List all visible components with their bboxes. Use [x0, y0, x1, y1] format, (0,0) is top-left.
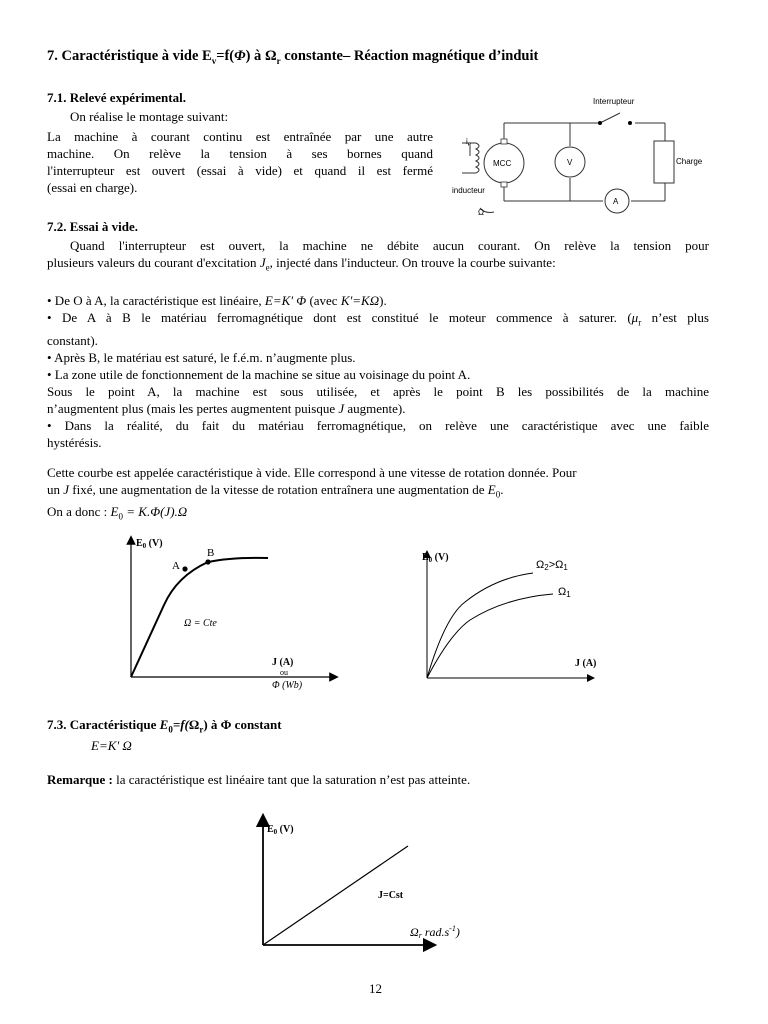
graph1-xlabel: J (A)	[272, 657, 294, 668]
graph1-omega-cte: Ω = Cte	[184, 618, 217, 629]
graph1-point-a: A	[172, 560, 180, 572]
graph3-xlabel: Ωr $rad.s^{-1}$)	[410, 924, 460, 940]
graph1-ylabel: $E_0$ (V)	[136, 538, 163, 550]
paragraph-conclusion: Cette courbe est appelée caractéristique à vide. Elle correspond à une vitesse de rotation donnée. Pour un J fixé, une augmentation de la vitesse de rotation entraînera une augmentation de $E_0$.	[47, 465, 577, 500]
graph1-xlabel-ou: ou	[280, 668, 288, 677]
graph-e0-vs-omega	[240, 812, 520, 957]
label-omega: Ω	[478, 208, 484, 217]
page-number: 12	[369, 981, 382, 996]
label-v: V	[567, 158, 573, 167]
graph-e0-vs-j	[112, 532, 352, 697]
label-a: A	[613, 197, 619, 206]
intro-text: On réalise le montage suivant:	[70, 109, 229, 124]
graph1-point-b: B	[207, 547, 215, 559]
equation-e0: On a donc : $E_0 = K.\Phi(J).\Omega$	[47, 504, 188, 522]
section-title: 7. Caractéristique à vide $E_v=f(\Phi)$ à $\Omega_r$ constante– Réaction magnétique d’induit	[47, 48, 539, 66]
paragraph-7-2: Quand l'interrupteur est ouvert, la machine ne débite aucun courant. On relève la tension pour plusieurs valeurs du courant d'excitation $J_e$, injecté dans l'inducteur. On trouve la courbe suivante:	[47, 238, 709, 273]
equation-e-k-omega: E=K' Ω	[91, 738, 132, 753]
graph2-ylabel: $E_0$ (V)	[422, 552, 449, 564]
label-mcc: MCC	[493, 159, 512, 168]
graph-e0-vs-j-two-speeds	[405, 542, 605, 692]
label-ie: $i_e$	[466, 137, 472, 148]
subsection-heading-7-3: 7.3. Caractéristique $E_0=f(\Omega_r)$ à Φ constant	[47, 717, 282, 735]
subsection-heading-7-1: 7.1. Relevé expérimental.	[47, 90, 186, 105]
remark: Remarque : la caractéristique est linéaire tant que la saturation n’est pas atteinte.	[47, 772, 471, 787]
subsection-heading-7-2: 7.2. Essai à vide.	[47, 219, 139, 234]
label-charge: Charge	[676, 157, 703, 166]
graph2-label-top: Ω2>Ω1	[536, 559, 568, 572]
graph3-ylabel: $E_0$ (V)	[267, 824, 294, 836]
graph2-label-bottom: Ω1	[558, 586, 571, 599]
graph3-line-label: J=Cst	[378, 890, 404, 901]
label-inducteur: inducteur	[452, 186, 485, 195]
bullet-list: • De O à A, la caractéristique est linéaire, E=K' Φ (avec K'=KΩ). • De A à B le matériau ferromagnétique dont est constitué le moteur commence à saturer. ($\mu_r$ n’est plus constant). • Après B, le matériau est saturé, le f.é.m. n’augmente plus. • La zone utile de fonctionnement de la machine se situe au voisinage du point A. Sous le point A, la machine est sous utilisée, et après le point B les possibilités de la machine n’augmentent plus (mais les pertes augmentent puisque J augmente). • Dans la réalité, du fait du matériau ferromagnétique, on relève une caractéristique avec une faible hystérésis.	[47, 293, 709, 450]
graph2-xlabel: J (A)	[575, 658, 597, 669]
graph1-xlabel-phi: Φ (Wb)	[272, 680, 303, 691]
label-interrupteur: Interrupteur	[593, 97, 635, 106]
paragraph-7-1: La machine à courant continu est entraînée par une autre machine. On relève la tension à ses bornes quand l'interrupteur est ouvert (essai à vide) et quand il est fermé (essai en charge).	[47, 129, 433, 195]
circuit-diagram	[440, 88, 710, 223]
